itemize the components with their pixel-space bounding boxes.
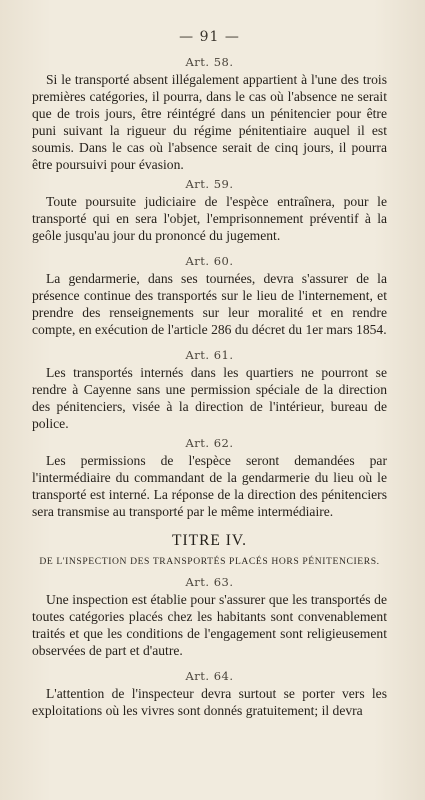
- article-heading: Art. 62.: [185, 436, 234, 450]
- article-text: L'attention de l'inspecteur devra surtout se porter vers les exploitations où les vivres sont donnés gratuitement; il devra: [32, 686, 387, 718]
- article-text: Toute poursuite judiciaire de l'espèce entraînera, pour le transporté qui en sera l'objet, l'emprisonnement préventif à la geôle jusqu'au jour du prononcé du jugement.: [32, 194, 387, 243]
- article-heading: Art. 61.: [185, 348, 234, 362]
- article-text: La gendarmerie, dans ses tournées, devra s'assurer de la présence continue des transportés sur le lieu de l'internement, et prendre des renseignements sur leur moralité et en rendre compte, en exécution de l'article 286 du décret du 1er mars 1854.: [32, 271, 387, 337]
- article-text: Les permissions de l'espèce seront demandées par l'intermédiaire du commandant de la gendarmerie du lieu où le transporté est interné. La réponse de la direction des pénitenciers sera transmise au transporté par le même intermédiaire.: [32, 453, 387, 519]
- article-heading: Art. 64.: [185, 669, 234, 683]
- article-text: Si le transporté absent illégalement appartient à l'une des trois premières catégories, il pourra, dans le cas où l'absence ne serait que de trois jours, être réintégré dans un pénitencier pour être puni suivant la rigueur du régime pénitentiaire auquel il est soumis. Dans le cas où l'absence serait de cinq jours, il pourra être poursuivi pour évasion.: [32, 72, 387, 172]
- article-text: Une inspection est établie pour s'assurer que les transportés de toutes catégories placés chez les habitants sont convenablement traités et que les conditions de l'engagement sont religieusement observées de part et d'autre.: [32, 592, 387, 658]
- article-heading: Art. 59.: [185, 177, 234, 191]
- article-text: Les transportés internés dans les quartiers ne pourront se rendre à Cayenne sans une permission spéciale de la direction des pénitenciers, visée à la direction de l'intérieur, bureau de police.: [32, 365, 387, 431]
- article-heading: Art. 63.: [185, 575, 234, 589]
- article-heading: Art. 58.: [185, 55, 234, 69]
- article-heading: Art. 60.: [185, 254, 234, 268]
- page-number: — 91 —: [179, 29, 240, 45]
- section-subtitle: DE L'INSPECTION DES TRANSPORTÉS PLACÉS HORS PÉNITENCIERS.: [39, 556, 380, 567]
- section-title: TITRE IV.: [171, 532, 247, 549]
